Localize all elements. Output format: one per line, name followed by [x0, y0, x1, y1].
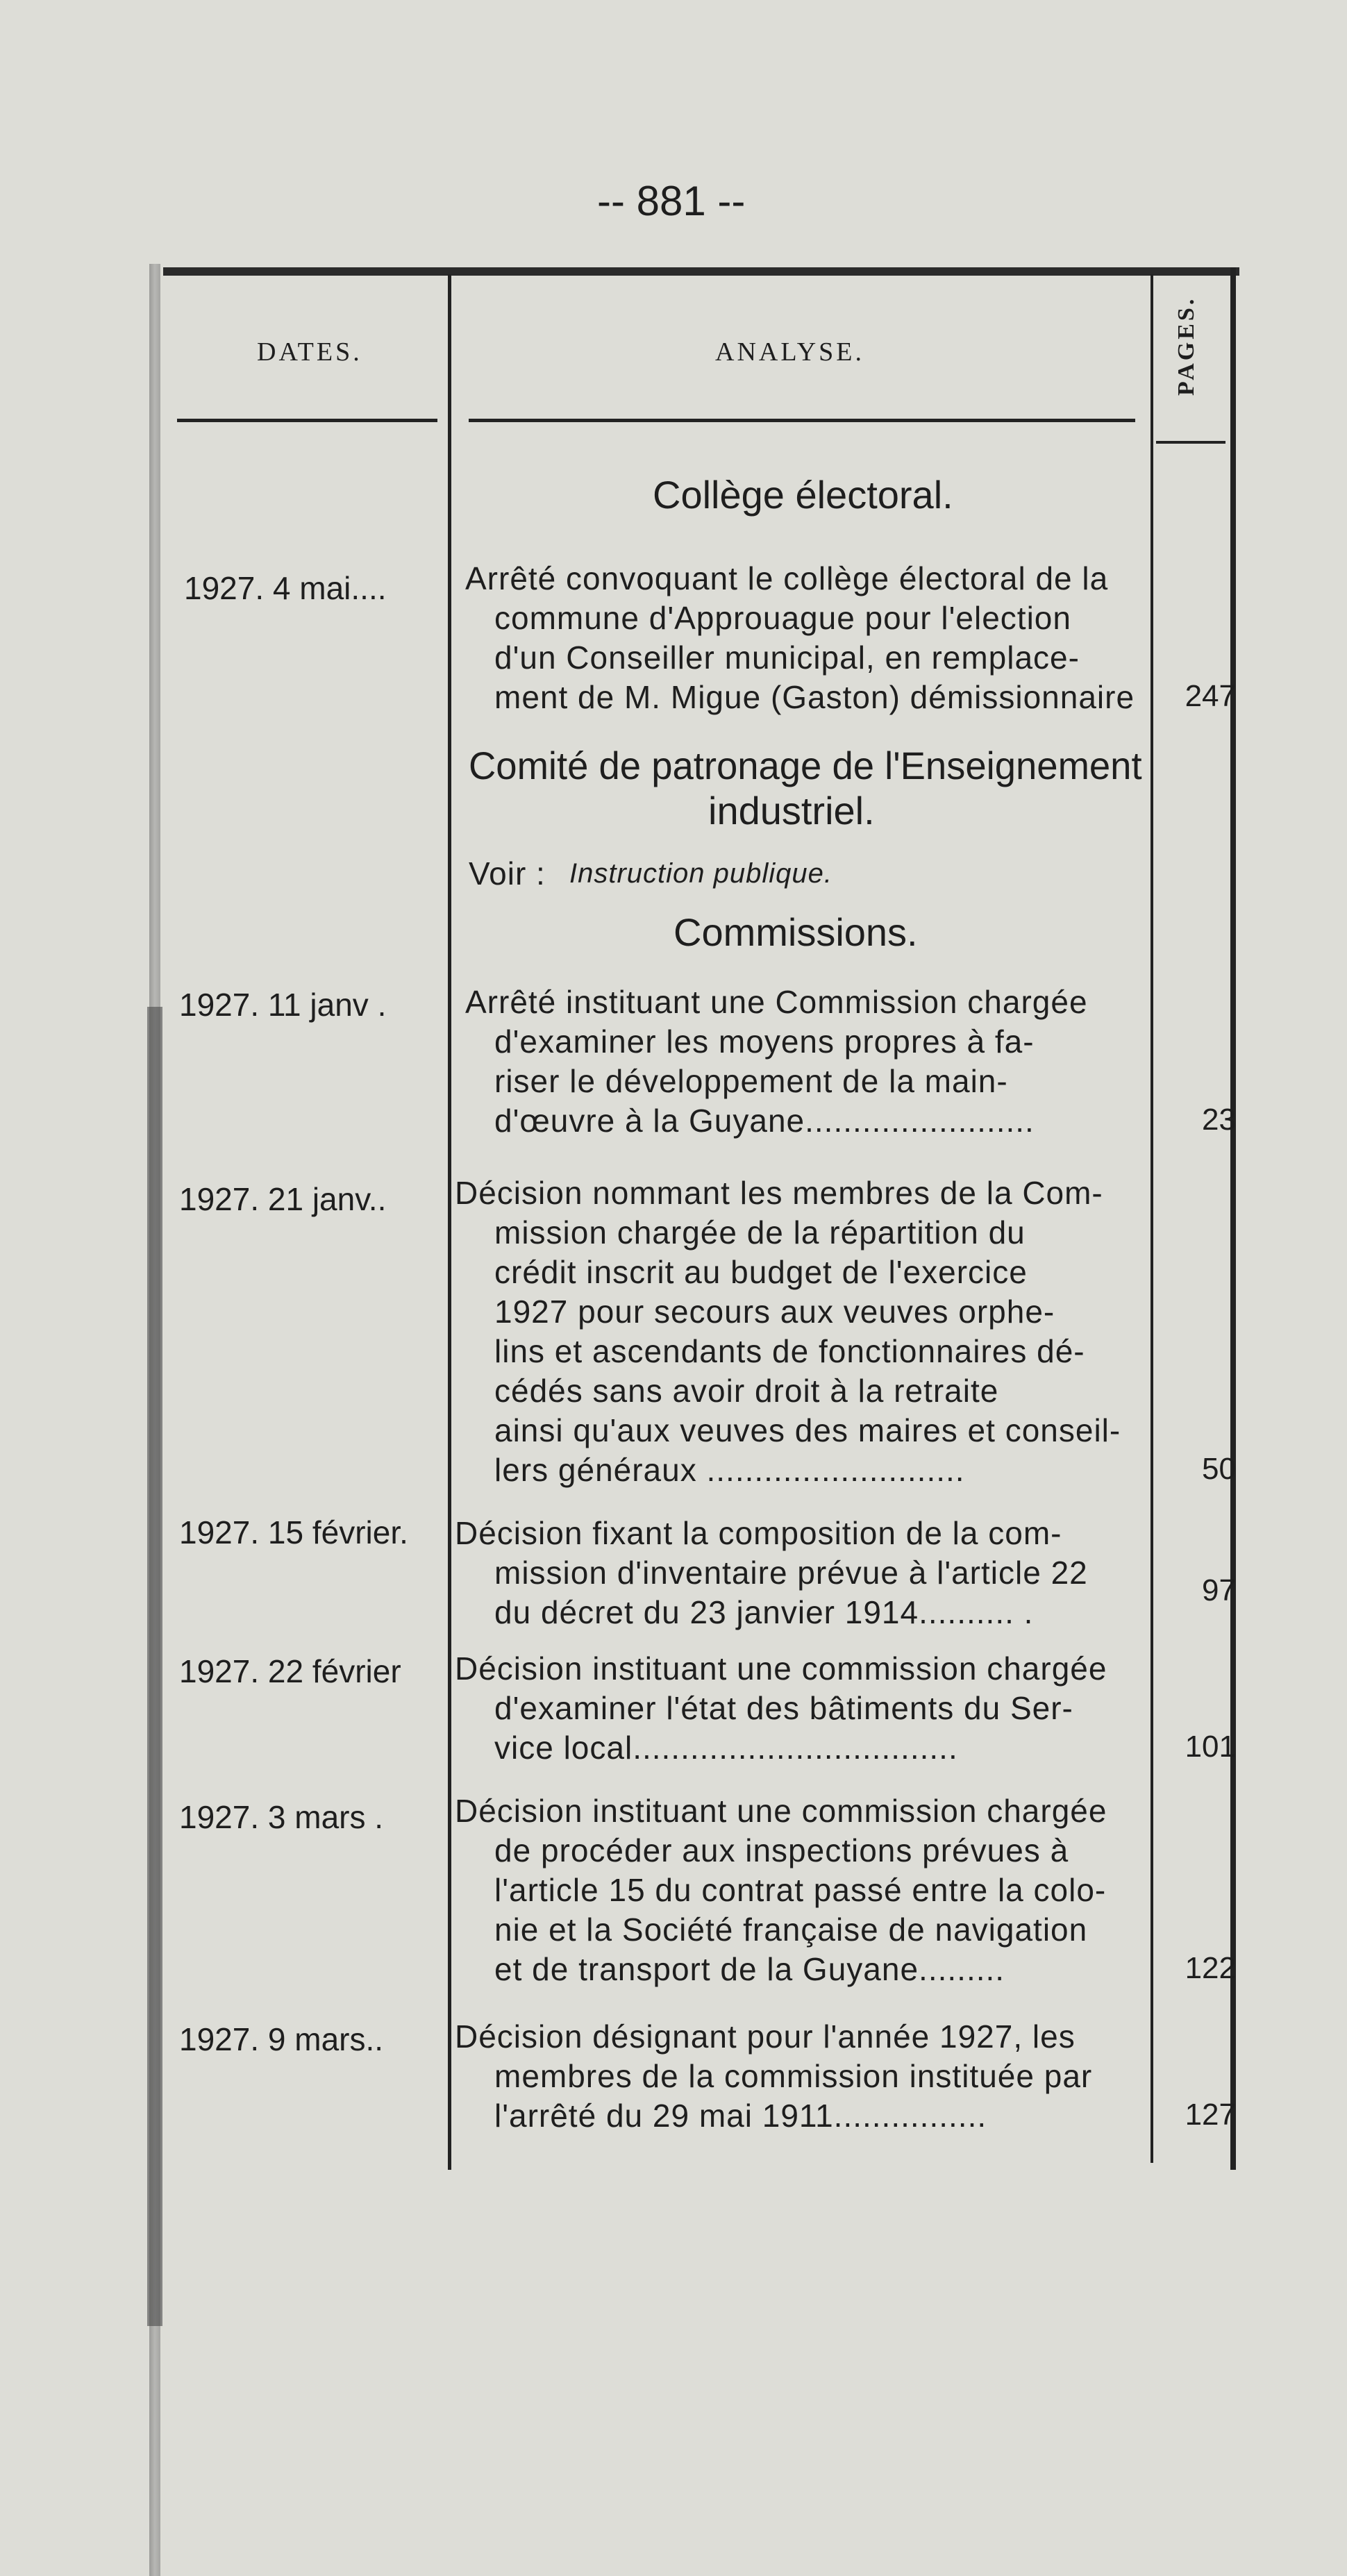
entry-text-line: de procéder aux inspections prévues à [494, 1832, 1069, 1868]
entry-page: 127 [1185, 2098, 1236, 2132]
entry-page: 101 [1185, 1730, 1236, 1764]
entry-text-line: riser le développement de la main- [494, 1063, 1008, 1099]
entry-text-line: vice local.................................. [494, 1730, 958, 1766]
entry-text-line: d'un Conseiller municipal, en remplace- [494, 639, 1080, 676]
entry-text-line: Arrêté instituant une Commission chargée [465, 984, 1088, 1020]
entry-text-line: Décision fixant la composition de la com- [455, 1515, 1062, 1551]
entry-text-line: lins et ascendants de fonctionnaires dé- [494, 1333, 1085, 1369]
entry-page: 247 [1185, 679, 1236, 713]
entry-text-line: l'arrêté du 29 mai 1911................ [494, 2098, 987, 2134]
entry-text-line: ment de M. Migue (Gaston) démissionnaire [494, 679, 1135, 715]
binding-shadow [147, 1007, 162, 2326]
entry-text-line: d'examiner l'état des bâtiments du Ser- [494, 1690, 1073, 1726]
entry-text-line: du décret du 23 janvier 1914.......... . [494, 1594, 1034, 1630]
entry-page: 97 [1202, 1573, 1236, 1607]
entry-text-line: mission chargée de la répartition du [494, 1214, 1026, 1251]
entry-text-line: Décision désignant pour l'année 1927, les [455, 2018, 1076, 2055]
entry-text-line: membres de la commission instituée par [494, 2058, 1093, 2094]
entry-date: 1927. 15 février. [179, 1514, 408, 1550]
entry-text-line: mission d'inventaire prévue à l'article 22 [494, 1555, 1088, 1591]
entry-page: 50 [1202, 1452, 1236, 1486]
entry-date: 1927. 11 janv . [179, 987, 387, 1023]
section-heading-college-electoral: Collège électoral. [653, 473, 953, 517]
entry-text-line: lers généraux ........................... [494, 1452, 965, 1488]
entry-text-line: l'article 15 du contrat passé entre la colo- [494, 1872, 1107, 1908]
entry-text-line: Décision instituant une commission chargée [455, 1793, 1107, 1829]
see-reference: Instruction publique. [569, 858, 833, 889]
entry-text-line: nie et la Société française de navigation [494, 1912, 1088, 1948]
header-rule-dates [177, 419, 437, 422]
entry-text-line: d'œuvre à la Guyane........................ [494, 1103, 1035, 1139]
section-heading-commissions: Commissions. [674, 910, 918, 954]
entry-page: 23 [1202, 1103, 1236, 1137]
header-pages: PAGES. [1173, 296, 1199, 396]
entry-text-line: ainsi qu'aux veuves des maires et conseil- [494, 1412, 1121, 1448]
column-divider-pages [1151, 274, 1153, 2163]
entry-date: 1927. 4 mai.... [184, 570, 387, 606]
section-heading-comite: Comité de patronage de l'Enseignement [469, 744, 1142, 787]
entry-text-line: crédit inscrit au budget de l'exercice [494, 1254, 1028, 1290]
section-heading-comite-cont: industriel. [708, 789, 875, 833]
header-dates: DATES. [257, 337, 362, 367]
entry-text-line: Arrêté convoquant le collège électoral de la [465, 560, 1109, 596]
header-analyse: ANALYSE. [715, 337, 865, 367]
entry-text-line: 1927 pour secours aux veuves orphe- [494, 1294, 1055, 1330]
entry-page: 122 [1185, 1951, 1236, 1985]
entry-text-line: cédés sans avoir droit à la retraite [494, 1373, 999, 1409]
entry-text-line: d'examiner les moyens propres à fa- [494, 1023, 1035, 1060]
header-rule-analyse [469, 419, 1135, 422]
entry-date: 1927. 3 mars . [179, 1799, 384, 1835]
see-label: Voir : [469, 855, 546, 892]
page-number: -- 881 -- [597, 178, 746, 224]
header-rule-pages [1156, 441, 1225, 444]
entry-text-line: et de transport de la Guyane......... [494, 1951, 1005, 1987]
entry-date: 1927. 21 janv.. [179, 1181, 387, 1217]
entry-text-line: Décision instituant une commission chargée [455, 1650, 1107, 1687]
entry-date: 1927. 9 mars.. [179, 2021, 384, 2057]
entry-date: 1927. 22 février [179, 1653, 401, 1689]
table-right-rule [1230, 267, 1236, 2170]
entry-text-line: Décision nommant les membres de la Com- [455, 1175, 1103, 1211]
table-top-rule [163, 267, 1239, 276]
entry-text-line: commune d'Approuague pour l'election [494, 600, 1071, 636]
column-divider-dates [448, 274, 451, 2170]
